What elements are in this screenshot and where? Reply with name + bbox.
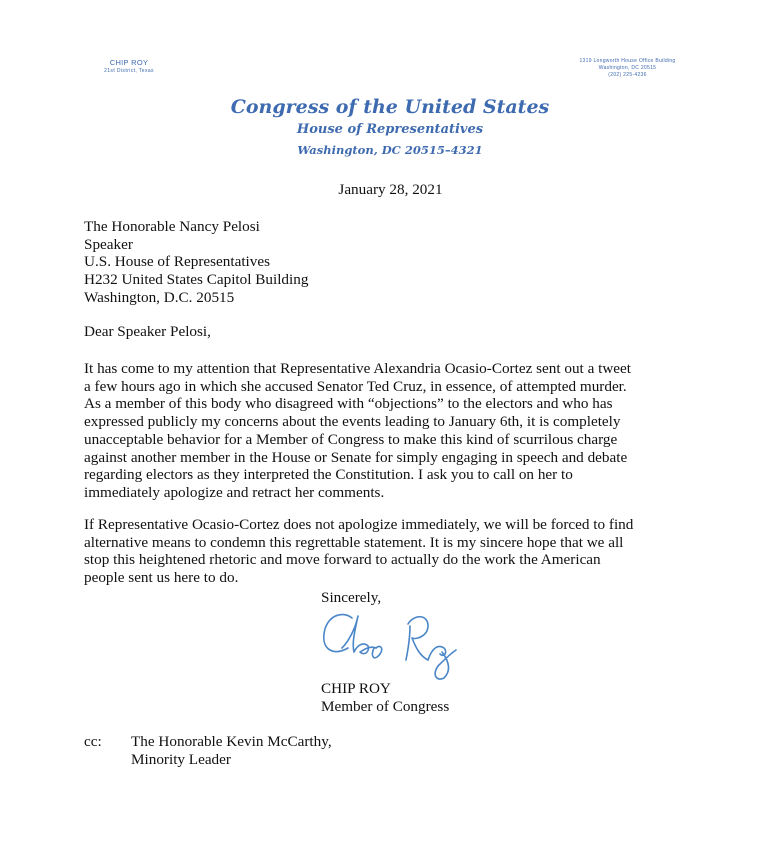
signer-block xyxy=(321,680,449,715)
signer-name: CHIP ROY xyxy=(321,680,391,697)
letterhead-office-line: Washington, DC 20515 xyxy=(598,65,657,71)
recipient-line: H232 United States Capitol Building xyxy=(84,271,309,289)
cc-label: cc: xyxy=(84,733,102,750)
recipient-line: U.S. House of Representatives xyxy=(84,253,271,271)
signature-strokes xyxy=(324,615,456,680)
cc-line: The Honorable Kevin McCarthy, xyxy=(131,733,332,750)
letterhead-title: Congress of the United States xyxy=(230,96,550,118)
paragraph-line: If Representative Ocasio-Cortez does not apologize immediately, we will be forced to find xyxy=(84,516,634,533)
handwritten-signature xyxy=(316,604,466,682)
paragraph-line: It has come to my attention that Representative Alexandria Ocasio-Cortez sent out a tweet xyxy=(84,360,631,377)
letterhead-member-block xyxy=(84,58,174,76)
paragraph-line: against another member in the House or Senate for simply engaging in speech and debate xyxy=(84,448,628,466)
paragraph-line: expressed publicly my concerns about the events leading to January 6th, it is completely xyxy=(84,413,621,431)
closing: Sincerely, xyxy=(321,589,382,606)
letterhead-member-name: CHIP ROY xyxy=(109,58,149,67)
paragraph-line: alternative means to condemn this regrettable statement. It is my sincere hope that we all xyxy=(84,533,624,551)
letterhead-title-block xyxy=(190,94,590,160)
signer-title: Member of Congress xyxy=(321,697,450,715)
body-paragraph-1 xyxy=(84,360,724,502)
paragraph-line: stop this heightened rhetoric and move forward to actually do the work the American xyxy=(84,551,601,569)
salutation: Dear Speaker Pelosi, xyxy=(84,323,211,340)
letterhead-office-address xyxy=(555,58,700,79)
letterhead-district: 21st District, Texas xyxy=(104,68,154,74)
letter-date: January 28, 2021 xyxy=(338,181,443,198)
recipient-line: Washington, D.C. 20515 xyxy=(84,288,235,306)
letterhead-city: Washington, DC 20515–4321 xyxy=(297,143,483,157)
recipient-line: The Honorable Nancy Pelosi xyxy=(84,218,260,235)
paragraph-line: immediately apologize and retract her comments. xyxy=(84,483,385,501)
paragraph-line: unacceptable behavior for a Member of Congress to make this kind of scurrilous charge xyxy=(84,430,618,448)
letterhead-subtitle: House of Representatives xyxy=(296,122,484,137)
recipient-address xyxy=(84,218,308,307)
paragraph-line: people sent us here to do. xyxy=(84,569,239,587)
letterhead-office-line: (202) 225-4236 xyxy=(608,72,647,78)
cc-line: Minority Leader xyxy=(131,750,231,768)
paragraph-line: regarding electors as they interpreted the Constitution. I ask you to call on her to xyxy=(84,466,573,484)
paragraph-line: As a member of this body who disagreed with “objections” to the electors and who has xyxy=(84,395,613,413)
body-paragraph-2 xyxy=(84,516,724,587)
paragraph-line: a few hours ago in which she accused Senator Ted Cruz, in essence, of attempted murder. xyxy=(84,377,627,395)
letterhead-office-line: 1319 Longworth House Office Building xyxy=(579,58,676,64)
recipient-line: Speaker xyxy=(84,235,133,253)
cc-recipients xyxy=(131,733,332,768)
